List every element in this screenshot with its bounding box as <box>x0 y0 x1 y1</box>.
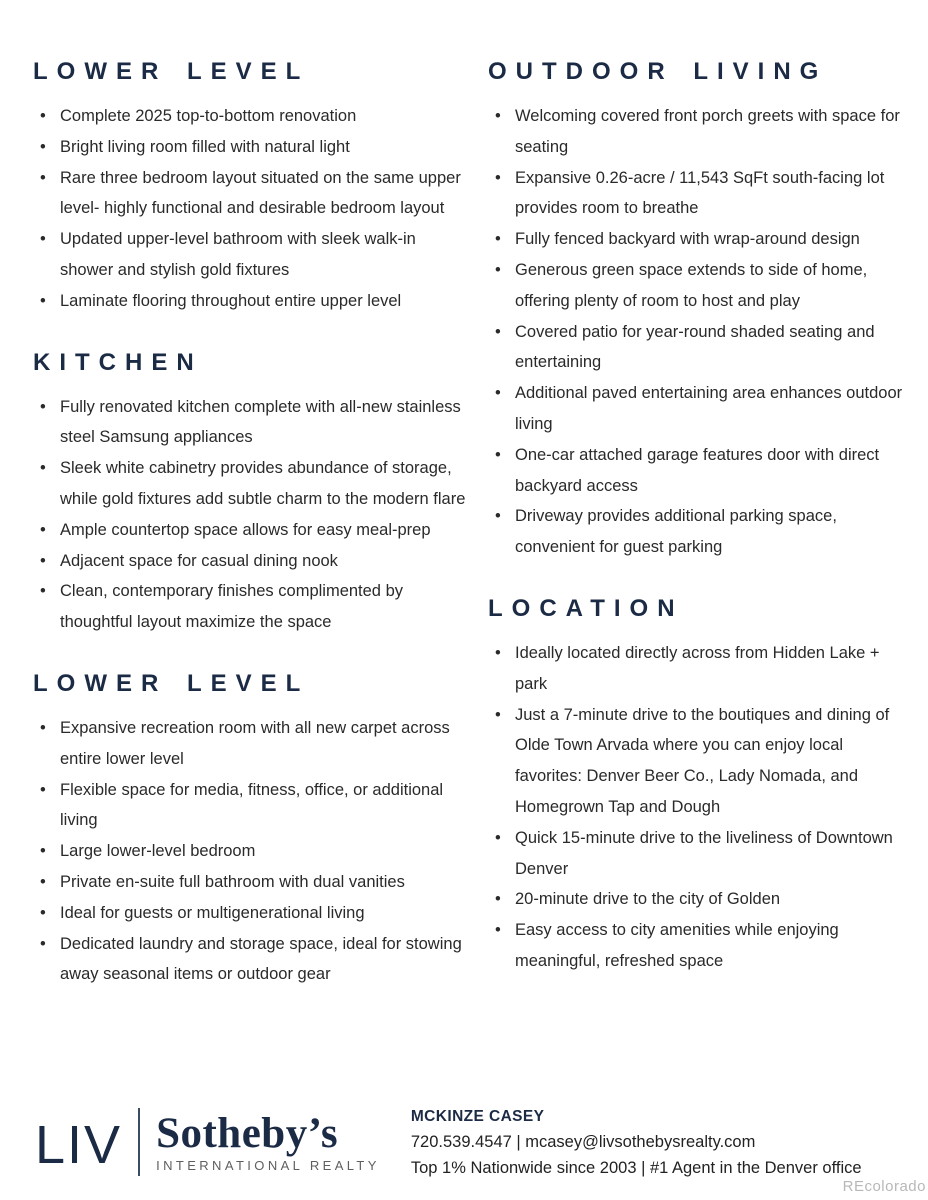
list-item: • One-car attached garage features door with direct backyard access <box>488 440 912 502</box>
liv-sothebys-logo <box>35 1100 380 1176</box>
section-upper-level <box>33 58 467 317</box>
list-item: • Adjacent space for casual dining nook <box>33 546 467 577</box>
list-item: • Dedicated laundry and storage space, ideal for stowing away seasonal items or outdoor gear <box>33 929 467 991</box>
list-item: • Expansive 0.26-acre / 11,543 SqFt south-facing lot provides room to breathe <box>488 163 912 225</box>
bullet-list <box>33 713 467 990</box>
sothebys-block <box>156 1103 380 1173</box>
list-item: • Clean, contemporary finishes complimented by thoughtful layout maximize the space <box>33 576 467 638</box>
list-item: • Ample countertop space allows for easy meal-prep <box>33 515 467 546</box>
section-kitchen <box>33 349 467 638</box>
international-realty-label: INTERNATIONAL REALTY <box>156 1158 380 1174</box>
list-item: • Updated upper-level bathroom with sleek walk-in shower and stylish gold fixtures <box>33 224 467 286</box>
agent-tagline: Top 1% Nationwide since 2003 | #1 Agent in the Denver office <box>410 1159 862 1177</box>
list-item: • Quick 15-minute drive to the liveliness of Downtown Denver <box>488 823 912 885</box>
footer <box>35 1100 862 1181</box>
list-item: • Covered patio for year-round shaded seating and entertaining <box>488 317 912 379</box>
list-item: • Complete 2025 top-to-bottom renovation <box>33 101 467 132</box>
section-outdoor-living <box>488 58 912 563</box>
left-column <box>33 58 467 1020</box>
list-item: • Welcoming covered front porch greets with space for seating <box>488 101 912 163</box>
bullet-list <box>488 638 912 977</box>
bullet-list <box>33 101 467 317</box>
list-item: • Driveway provides additional parking space, convenient for guest parking <box>488 501 912 563</box>
section-title: KITCHEN <box>33 348 203 376</box>
list-item: • Flexible space for media, fitness, office, or additional living <box>33 775 467 837</box>
list-item: • Generous green space extends to side of home, offering plenty of room to host and play <box>488 255 912 317</box>
list-item: • Fully fenced backyard with wrap-around design <box>488 224 912 255</box>
section-lower-level <box>33 670 467 990</box>
agent-contact: 720.539.4547 | mcasey@livsothebysrealty.com <box>410 1133 756 1151</box>
list-item: • Sleek white cabinetry provides abundance of storage, while gold fixtures add subtle charm to the modern flare <box>33 453 467 515</box>
right-column <box>488 58 912 1007</box>
section-title: LOWER LEVEL <box>33 58 310 85</box>
list-item: • Easy access to city amenities while enjoying meaningful, refreshed space <box>488 915 912 977</box>
bullet-list <box>488 101 912 563</box>
list-item: • Ideally located directly across from Hidden Lake + park <box>488 638 912 700</box>
bullet-list <box>33 392 467 638</box>
liv-wordmark: LIV <box>35 1115 123 1175</box>
section-title: LOWER LEVEL <box>33 669 310 697</box>
list-item: • Expansive recreation room with all new carpet across entire lower level <box>33 713 467 775</box>
list-item: • Rare three bedroom layout situated on the same upper level- highly functional and desirable bedroom layout <box>33 163 467 225</box>
section-title: OUTDOOR LIVING <box>488 58 828 85</box>
agent-name: MCKINZE CASEY <box>410 1108 545 1125</box>
list-item: • Private en-suite full bathroom with dual vanities <box>33 867 467 898</box>
brand-divider <box>138 1108 140 1176</box>
recolorado-watermark: REcolorado <box>842 1178 926 1195</box>
list-item: • Large lower-level bedroom <box>33 836 467 867</box>
list-item: • Bright living room filled with natural light <box>33 132 467 163</box>
section-location <box>488 595 912 977</box>
list-item: • Laminate flooring throughout entire upper level <box>33 286 467 317</box>
list-item: • Fully renovated kitchen complete with all-new stainless steel Samsung appliances <box>33 392 467 454</box>
list-item: • 20-minute drive to the city of Golden <box>488 884 912 915</box>
section-title: LOCATION <box>488 594 684 622</box>
sothebys-wordmark: Sotheby’s <box>156 1109 339 1157</box>
list-item: • Ideal for guests or multigenerational living <box>33 898 467 929</box>
list-item: • Additional paved entertaining area enhances outdoor living <box>488 378 912 440</box>
list-item: • Just a 7-minute drive to the boutiques and dining of Olde Town Arvada where you can enjoy local favorites: Denver Beer Co., Lady Nomada, and Homegrown Tap and Dough <box>488 700 912 823</box>
agent-info <box>411 1100 862 1181</box>
